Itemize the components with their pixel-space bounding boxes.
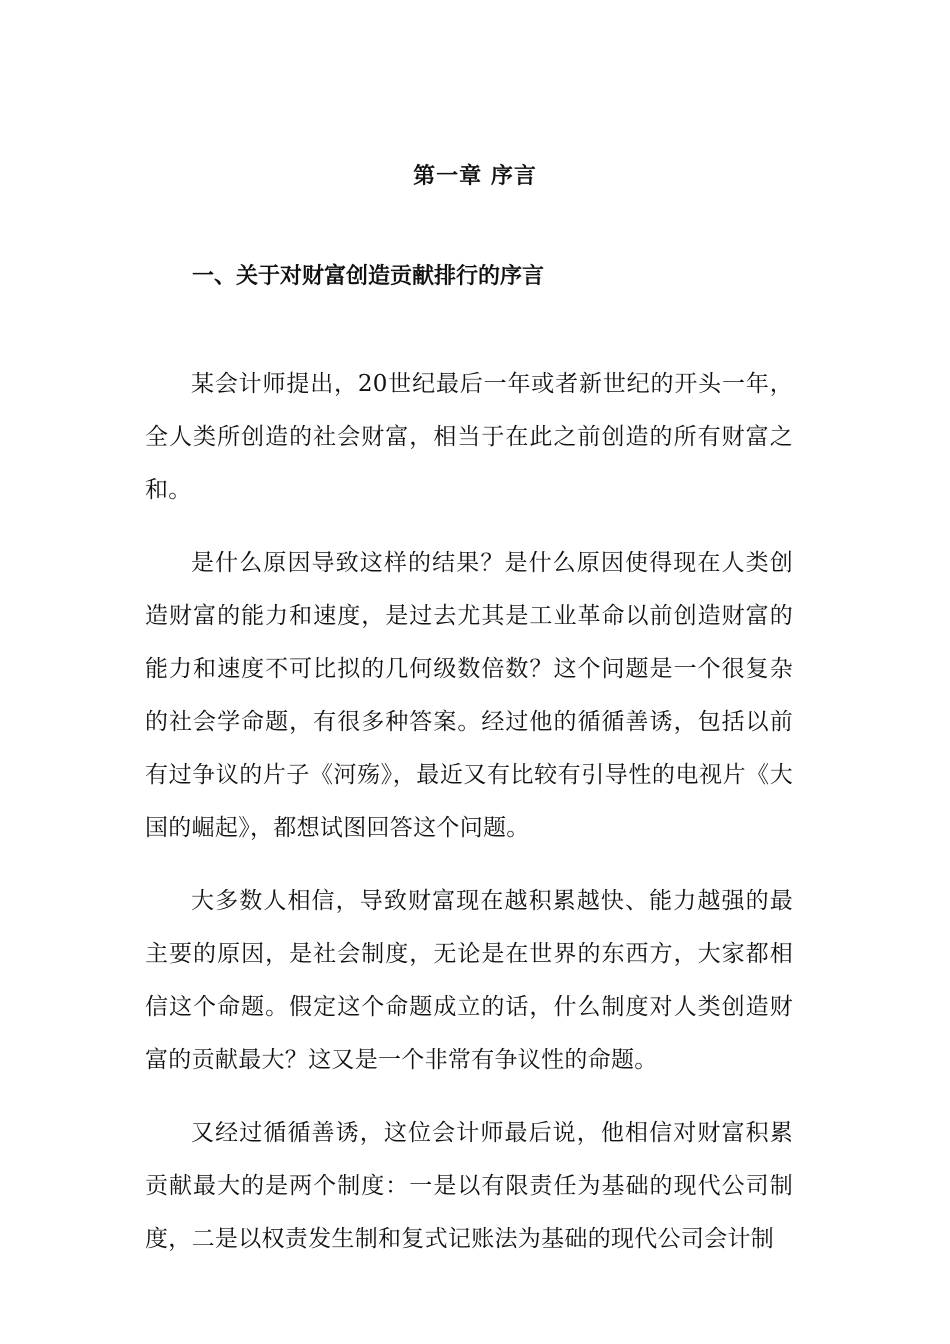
paragraph-1: 某会计师提出，20世纪最后一年或者新世纪的开头一年，全人类所创造的社会财富，相当于在此之前创造的所有财富之和。 (145, 371, 793, 503)
document-body (145, 358, 793, 1286)
paragraph-3: 大多数人相信，导致财富现在越积累越快、能力越强的最主要的原因，是社会制度，无论是在世界的东西方，大家都相信这个命题。假定这个命题成立的话，什么制度对人类创造财富的贡献最大？这又是一个非常有争议性的命题。 (145, 888, 793, 1073)
paragraph-4: 又经过循循善诱，这位会计师最后说，他相信对财富积累贡献最大的是两个制度：一是以有限责任为基础的现代公司制度，二是以权责发生制和复式记账法为基础的现代公司会计制 (145, 1120, 793, 1252)
chapter-title: 第一章 序言 (413, 163, 537, 189)
section-heading: 一、关于对财富创造贡献排行的序言 (192, 263, 545, 289)
paragraph-2: 是什么原因导致这样的结果？是什么原因使得现在人类创造财富的能力和速度，是过去尤其是工业革命以前创造财富的能力和速度不可比拟的几何级数倍数？这个问题是一个很复杂的社会学命题，有很多种答案。经过他的循循善诱，包括以前有过争议的片子《河殇》，最近又有比较有引导性的电视片《大国的崛起》，都想试图回答这个问题。 (145, 550, 793, 841)
